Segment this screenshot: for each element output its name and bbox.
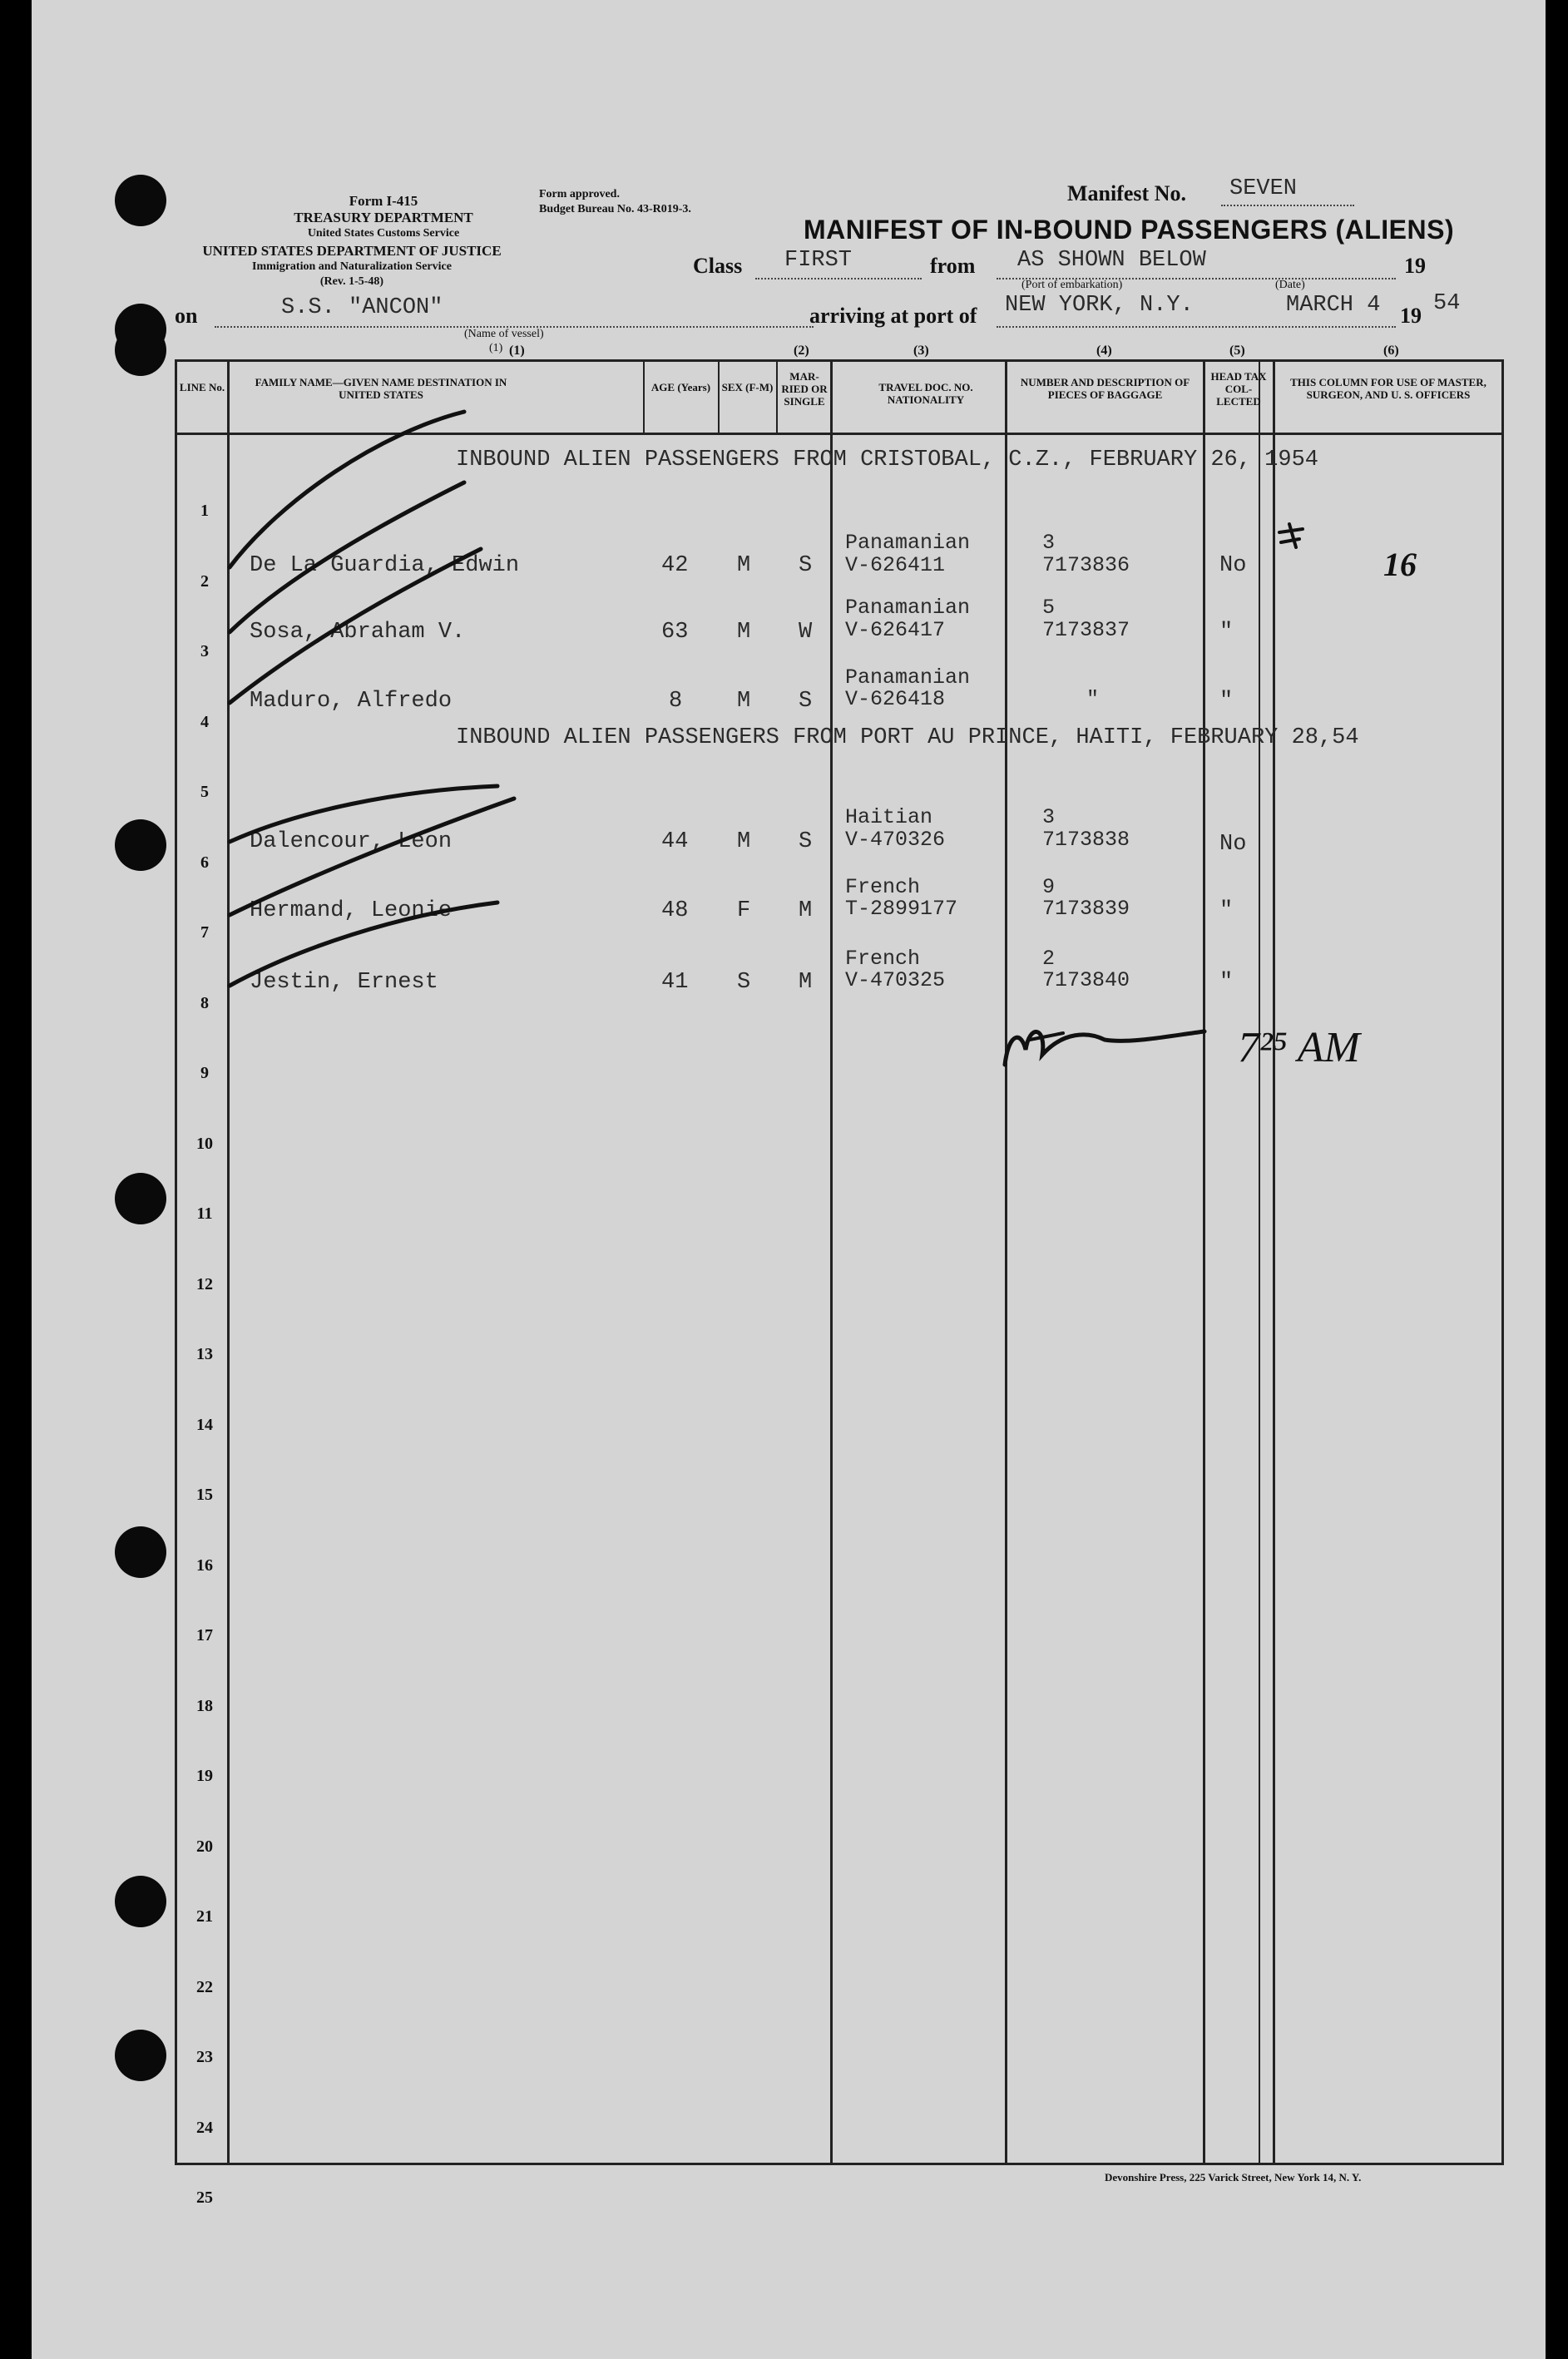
line-number: 17 (196, 1626, 213, 1644)
section-heading-haiti: INBOUND ALIEN PASSENGERS FROM PORT AU PRINCE, HAITI, FEBRUARY 28,54 (456, 725, 1359, 750)
from-value: AS SHOWN BELOW (1017, 248, 1206, 273)
passenger-age: 48 (661, 898, 689, 923)
baggage-number: 7173838 (1042, 828, 1130, 852)
col-header-officers: THIS COLUMN FOR USE OF MASTER, SURGEON, AND U. S. OFFICERS (1290, 376, 1486, 401)
line-number: 21 (196, 1907, 213, 1926)
baggage-number: 7173840 (1042, 968, 1130, 992)
col-header-baggage: NUMBER AND DESCRIPTION OF PIECES OF BAGGAGE (1020, 376, 1190, 401)
customs-service: United States Customs Service (307, 227, 460, 240)
passenger-name: Jestin, Ernest (250, 970, 438, 995)
passenger-doc: V-626418 (845, 687, 946, 711)
check-stroke (230, 903, 497, 986)
section-heading-cristobal: INBOUND ALIEN PASSENGERS FROM CRISTOBAL, C.Z., FEBRUARY 26, 1954 (456, 448, 1318, 472)
manifest-no-value: SEVEN (1229, 176, 1298, 201)
passenger-doc: V-470325 (845, 968, 946, 992)
passenger-marital: S (799, 689, 813, 714)
on-label: on (175, 304, 198, 328)
line-number: 13 (196, 1345, 213, 1363)
line-number: 18 (196, 1697, 213, 1715)
passenger-doc: V-626417 (845, 618, 946, 642)
revision-date: (Rev. 1-5-48) (319, 275, 384, 288)
passenger-name: Dalencour, Leon (250, 829, 453, 854)
budget-bureau: Budget Bureau No. 43-R019-3. (539, 203, 691, 215)
from-label: from (930, 254, 976, 278)
page-title: MANIFEST OF IN-BOUND PASSENGERS (ALIENS) (804, 215, 1455, 245)
col-header-married: MAR- RIED OR SINGLE (781, 370, 828, 408)
passenger-name: De La Guardia, Edwin (250, 553, 520, 578)
arrival-date: MARCH 4 (1286, 293, 1381, 318)
col-header-sex: SEX (F-M) (721, 381, 774, 393)
line-number: 10 (196, 1135, 213, 1153)
head-tax: No (1219, 832, 1247, 857)
passenger-nationality: Panamanian (845, 596, 971, 620)
officer-note: 16 (1383, 546, 1417, 583)
form-approved: Form approved. (539, 188, 620, 200)
check-stroke (230, 786, 497, 842)
col-header-travel-doc: TRAVEL DOC. NO. NATIONALITY (878, 381, 973, 406)
line-number: 19 (196, 1767, 213, 1785)
head-tax: " (1219, 620, 1234, 645)
date-caption: (Date) (1275, 279, 1305, 291)
arrival-port: NEW YORK, N.Y. (1005, 293, 1194, 318)
passenger-doc: V-626411 (845, 553, 946, 577)
line-number: 20 (196, 1837, 213, 1856)
year-prefix-1: 19 (1404, 254, 1426, 278)
line-number: 12 (196, 1275, 213, 1293)
col-header-age: AGE (Years) (650, 381, 711, 393)
baggage-number: 7173836 (1042, 553, 1130, 577)
line-number: 25 (196, 2188, 213, 2207)
col-header-line: LINE No. (179, 381, 225, 393)
line-number: 9 (200, 1064, 209, 1082)
line-number: 15 (196, 1486, 213, 1504)
passenger-sex: M (737, 829, 751, 854)
check-stroke (230, 799, 514, 915)
col-header-head-tax: HEAD TAX COL- LECTED (1210, 370, 1267, 408)
class-label: Class (693, 254, 743, 278)
line-number: 8 (200, 994, 209, 1012)
passenger-age: 63 (661, 620, 689, 645)
vessel-name: S.S. "ANCON" (281, 295, 443, 320)
passenger-nationality: Panamanian (845, 665, 971, 690)
passenger-sex: M (737, 553, 751, 578)
passenger-sex: M (737, 689, 751, 714)
head-tax: No (1219, 553, 1247, 578)
baggage-pieces: " (1086, 687, 1100, 711)
line-number: 24 (196, 2119, 213, 2137)
vessel-caption: (Name of vessel) (464, 328, 544, 340)
col-num-4: (4) (1096, 344, 1112, 358)
passenger-marital: M (799, 898, 813, 923)
line-number: 23 (196, 2048, 213, 2066)
line-number: 1 (200, 502, 209, 520)
passenger-nationality: Panamanian (845, 531, 971, 555)
port-embarkation-caption: (Port of embarkation) (1021, 279, 1123, 291)
check-stroke (230, 482, 464, 632)
line-number: 14 (196, 1416, 213, 1434)
line-number: 6 (200, 853, 209, 872)
line-number: 7 (200, 923, 209, 942)
passenger-nationality: Haitian (845, 805, 933, 829)
passenger-sex: S (737, 970, 751, 995)
manifest-page (32, 0, 1546, 2359)
passenger-name: Maduro, Alfredo (250, 689, 453, 714)
passenger-marital: W (799, 620, 813, 645)
baggage-pieces: 2 (1042, 947, 1056, 971)
baggage-pieces: 3 (1042, 531, 1056, 555)
passenger-sex: M (737, 620, 751, 645)
col-num-5: (5) (1229, 344, 1245, 358)
treasury-dept: TREASURY DEPARTMENT (294, 210, 473, 225)
handwritten-marks (32, 0, 1546, 2359)
head-tax: " (1219, 689, 1234, 714)
line-number: 22 (196, 1978, 213, 1996)
printer-credit: Devonshire Press, 225 Varick Street, New York 14, N. Y. (1105, 2171, 1362, 2183)
col-num-1: (1) (509, 344, 525, 358)
arrival-time-note: 7²⁵ AM (1238, 1024, 1360, 1071)
form-number: Form I-415 (349, 193, 418, 209)
arriving-label: arriving at port of (809, 304, 977, 328)
passenger-sex: F (737, 898, 751, 923)
passenger-name: Sosa, Abraham V. (250, 620, 466, 645)
baggage-pieces: 3 (1042, 805, 1056, 829)
line-number: 5 (200, 783, 209, 801)
justice-dept: UNITED STATES DEPARTMENT OF JUSTICE (202, 243, 502, 259)
passenger-nationality: French (845, 947, 921, 971)
line-number: 4 (200, 713, 209, 731)
baggage-number: 7173839 (1042, 897, 1130, 921)
officer-signature (1005, 1031, 1204, 1065)
officer-tick (1279, 524, 1303, 547)
vessel-col-number: (1) (489, 342, 503, 354)
check-stroke (230, 549, 481, 703)
head-tax: " (1219, 898, 1234, 923)
passenger-age: 44 (661, 829, 689, 854)
col-header-name: FAMILY NAME—GIVEN NAME DESTINATION IN UNITED STATES (255, 376, 507, 401)
year-suffix: 54 (1433, 291, 1461, 316)
head-tax: " (1219, 970, 1234, 995)
line-number: 11 (196, 1204, 213, 1223)
baggage-number: 7173837 (1042, 618, 1130, 642)
passenger-doc: T-2899177 (845, 897, 958, 921)
manifest-no-label: Manifest No. (1067, 181, 1186, 205)
line-number: 16 (196, 1556, 213, 1575)
immigration-service: Immigration and Naturalization Service (252, 260, 452, 273)
baggage-pieces: 9 (1042, 875, 1056, 899)
passenger-doc: V-470326 (845, 828, 946, 852)
line-number: 2 (200, 572, 209, 591)
passenger-age: 8 (669, 689, 683, 714)
passenger-age: 42 (661, 553, 689, 578)
year-prefix-2: 19 (1400, 304, 1422, 328)
passenger-age: 41 (661, 970, 689, 995)
col-num-6: (6) (1383, 344, 1399, 358)
col-num-2: (2) (794, 344, 809, 358)
class-value: FIRST (784, 248, 853, 273)
passenger-name: Hermand, Leonie (250, 898, 453, 923)
col-num-3: (3) (913, 344, 929, 358)
passenger-marital: M (799, 970, 813, 995)
passenger-nationality: French (845, 875, 921, 899)
passenger-marital: S (799, 553, 813, 578)
passenger-marital: S (799, 829, 813, 854)
line-number: 3 (200, 642, 209, 660)
baggage-pieces: 5 (1042, 596, 1056, 620)
